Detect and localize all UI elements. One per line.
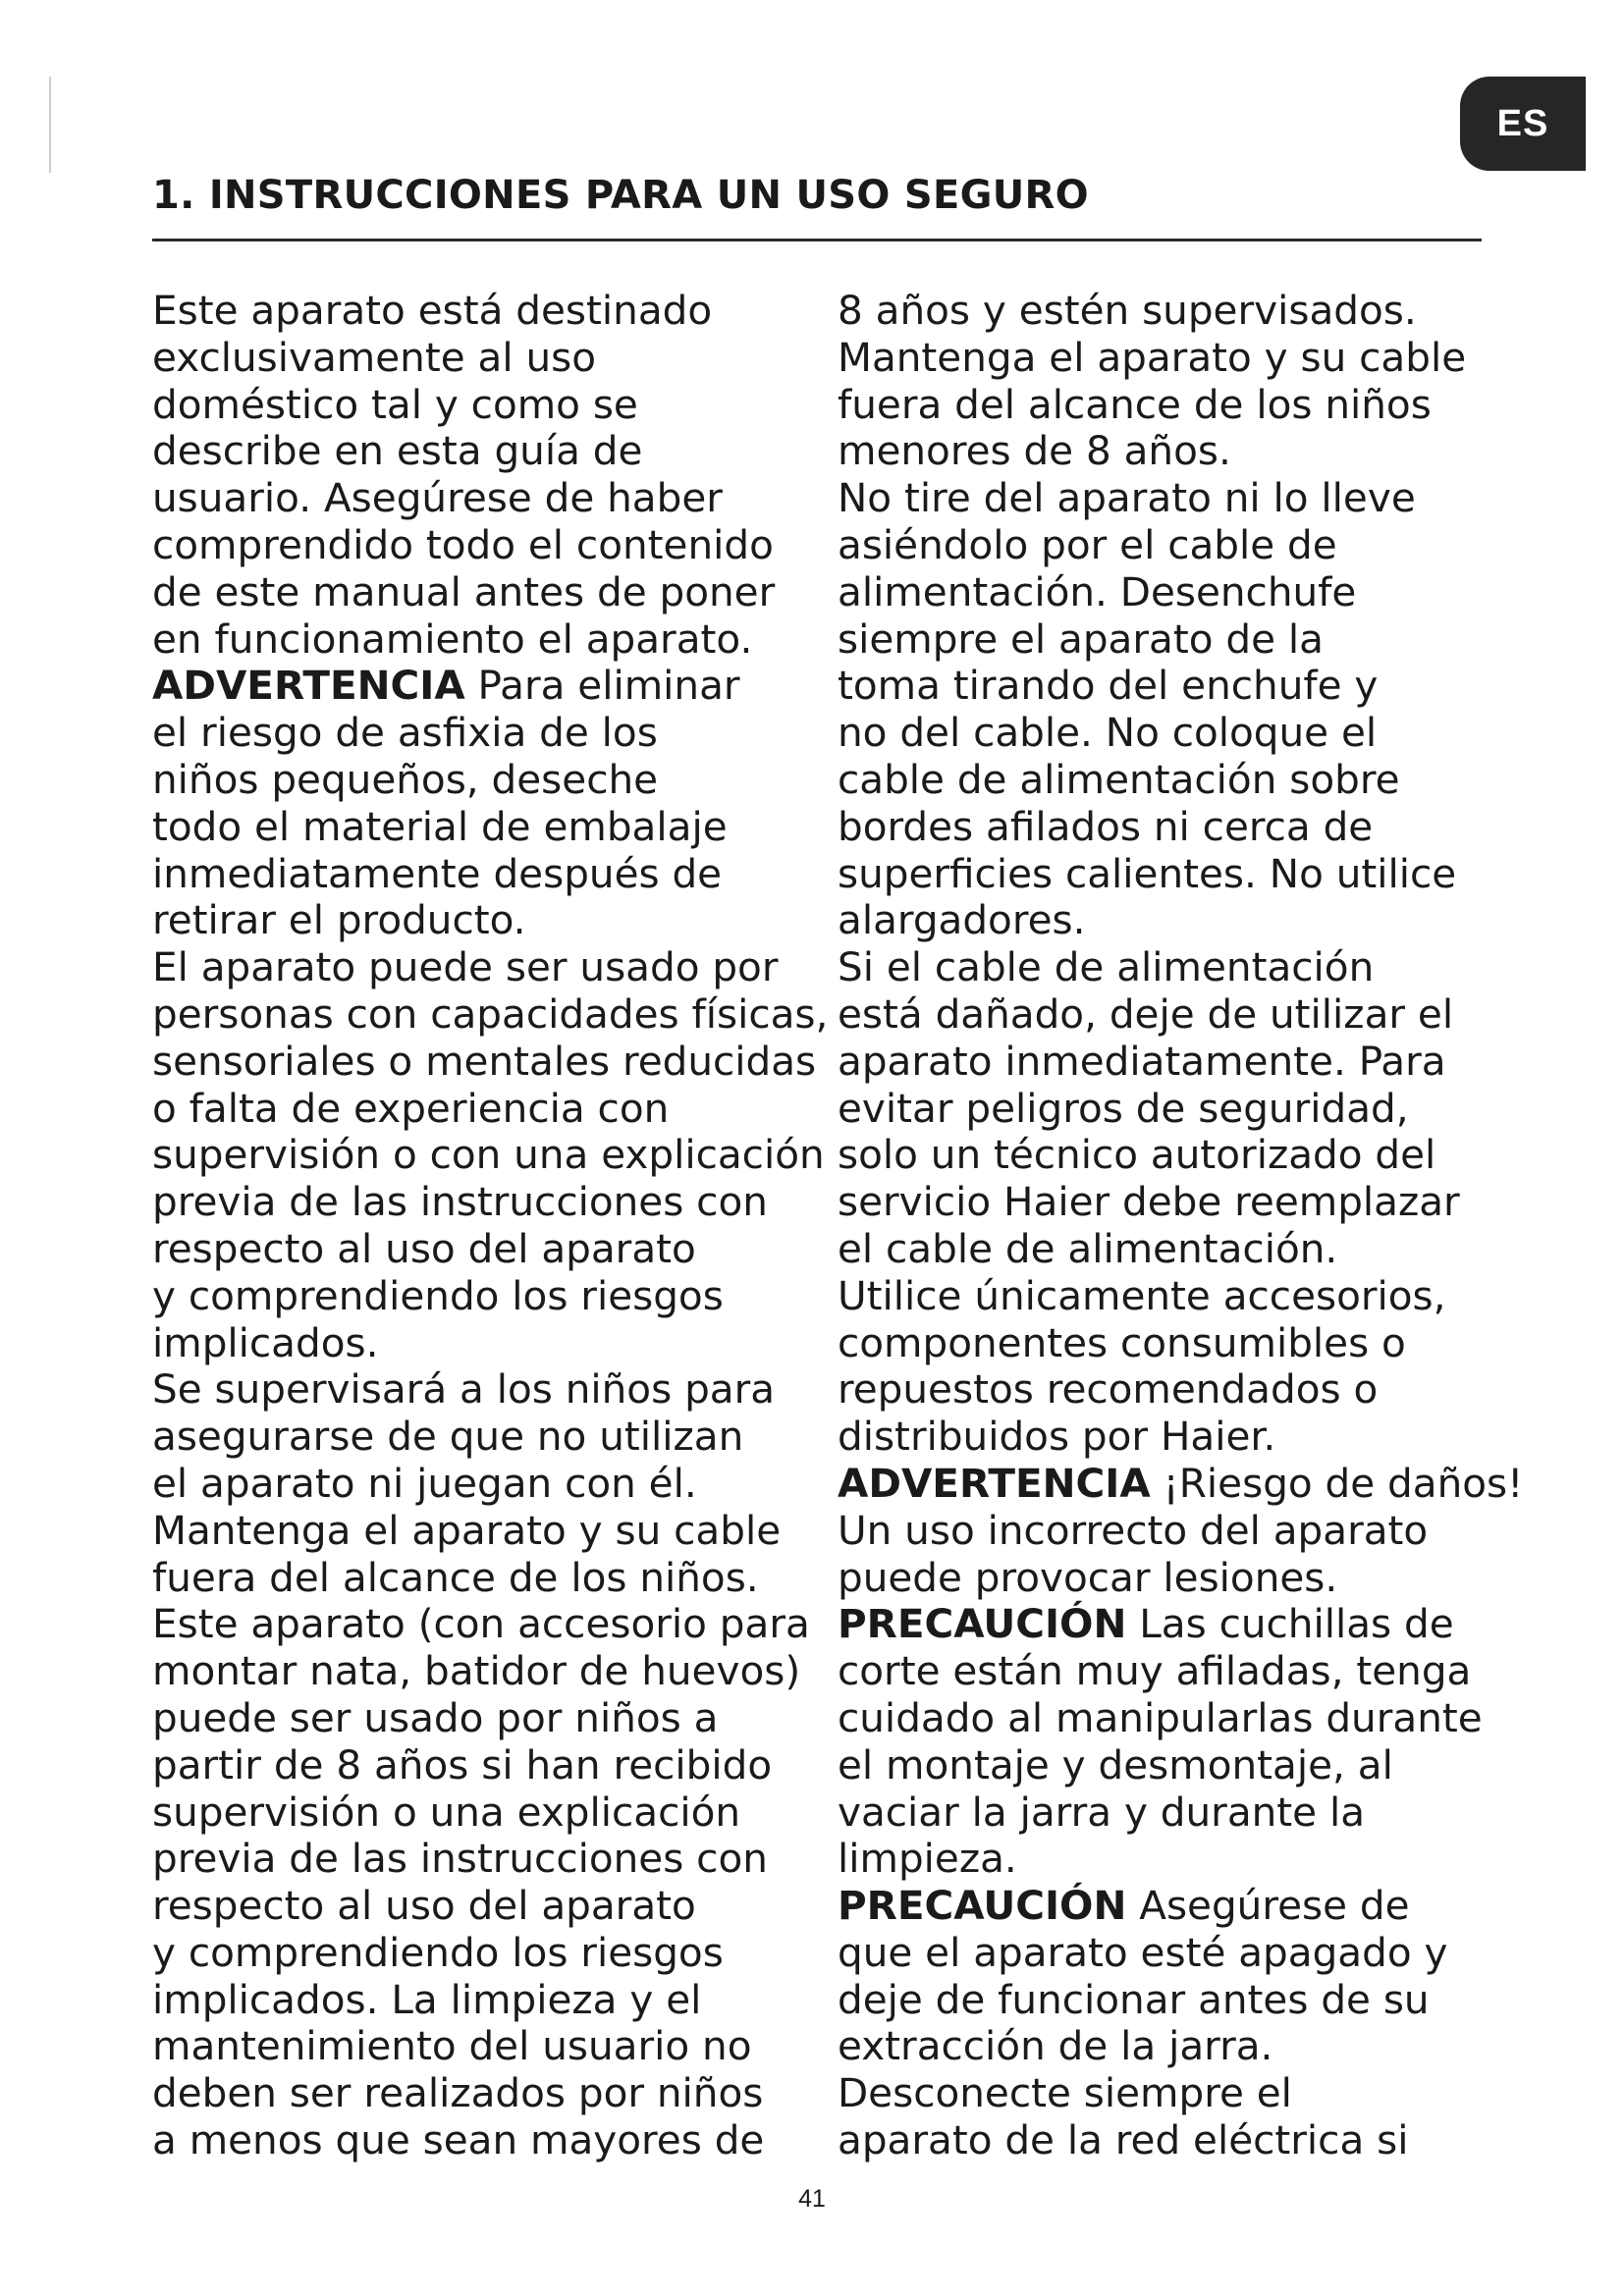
text-line: [838, 1836, 1505, 1883]
text-line: [152, 335, 820, 382]
line-text: montar nata, batidor de huevos): [152, 1647, 801, 1695]
text-line: [838, 522, 1505, 569]
text-line: [152, 1461, 820, 1508]
page-number: 41: [798, 2185, 826, 2213]
right-text-column: [838, 287, 1524, 2164]
line-text: usuario. Asegúrese de haber: [152, 474, 723, 522]
line-text: está dañado, deje de utilizar el: [838, 989, 1454, 1038]
text-line: [152, 428, 820, 475]
line-text: cuidado al manipularlas durante: [838, 1693, 1483, 1741]
line-text: siempre el aparato de la: [838, 614, 1324, 663]
line-text: sensoriales o mentales reducidas: [152, 1037, 817, 1085]
text-line: [838, 2070, 1505, 2117]
line-text: corte están muy afiladas, tenga: [838, 1647, 1472, 1695]
line-text: El aparato puede ser usado por: [152, 943, 779, 991]
line-text: supervisión o una explicación: [152, 1788, 741, 1836]
text-line: [152, 897, 820, 944]
line-text: puede ser usado por niños a: [152, 1693, 719, 1741]
line-text: 8 años y estén supervisados.: [838, 287, 1417, 334]
text-line: [838, 428, 1505, 475]
line-text: alargadores.: [838, 896, 1086, 944]
text-line: [838, 382, 1505, 429]
left-text-column: [152, 287, 829, 2164]
text-line: [838, 1039, 1505, 1086]
line-text: repuestos recomendados o: [838, 1365, 1379, 1414]
text-line: [838, 757, 1505, 804]
text-line: [152, 569, 820, 616]
line-text: de este manual antes de poner: [152, 567, 776, 615]
line-text: el montaje y desmontaje, al: [838, 1740, 1393, 1789]
text-line: [838, 569, 1505, 616]
line-text: exclusivamente al uso: [152, 333, 596, 381]
line-text: toma tirando del enchufe y: [838, 662, 1379, 710]
text-line: [152, 1883, 820, 1930]
warning-label: ADVERTENCIA: [838, 1459, 1151, 1507]
line-text: no del cable. No coloque el: [838, 709, 1378, 757]
text-line: [838, 944, 1505, 991]
line-text: y comprendiendo los riesgos: [152, 1271, 724, 1319]
line-text: aparato de la red eléctrica si: [838, 2116, 1409, 2164]
line-text: evitar peligros de seguridad,: [838, 1084, 1409, 1132]
text-line: [152, 288, 820, 335]
text-line: [838, 1883, 1505, 1930]
text-line: [838, 288, 1505, 335]
text-line: [838, 2023, 1505, 2070]
text-line: [152, 1508, 820, 1555]
text-line: [838, 1555, 1505, 1602]
text-line: [152, 1601, 820, 1648]
line-text: Si el cable de alimentación: [838, 943, 1375, 991]
text-line: [152, 1414, 820, 1461]
warning-label: PRECAUCIÓN: [838, 1600, 1127, 1648]
line-text: previa de las instrucciones con: [152, 1835, 768, 1883]
text-line: [152, 1273, 820, 1320]
text-line: [838, 710, 1505, 757]
line-text: puede provocar lesiones.: [838, 1553, 1338, 1601]
line-text: retirar el producto.: [152, 896, 526, 944]
text-line: [152, 2117, 820, 2164]
line-text: implicados.: [152, 1318, 379, 1366]
line-text: deben ser realizados por niños: [152, 2069, 764, 2117]
text-line: [152, 663, 820, 710]
line-text: inmediatamente después de: [152, 849, 723, 897]
text-line: [838, 1459, 1524, 1508]
page-margin-mark: [49, 77, 51, 173]
line-text: el aparato ni juegan con él.: [152, 1459, 697, 1507]
language-tab: [1460, 77, 1586, 171]
text-line: [838, 335, 1505, 382]
text-line: [152, 804, 820, 851]
text-line: [838, 1132, 1505, 1179]
line-text: comprendido todo el contenido: [152, 520, 774, 568]
text-line: [838, 475, 1505, 522]
line-text: implicados. La limpieza y el: [152, 1975, 702, 2023]
text-line: [838, 1414, 1505, 1461]
text-line: [838, 1977, 1505, 2024]
text-line: [152, 1789, 820, 1837]
text-line: [152, 1320, 820, 1367]
line-text: Se supervisará a los niños para: [152, 1365, 776, 1414]
text-line: [152, 522, 820, 569]
line-text: a menos que sean mayores de: [152, 2116, 765, 2164]
line-text: Asegúrese de: [1126, 1882, 1410, 1930]
line-text: asiéndolo por el cable de: [838, 520, 1337, 568]
text-line: [152, 1039, 820, 1086]
text-line: [152, 944, 820, 991]
text-line: [838, 1179, 1505, 1226]
line-text: fuera del alcance de los niños: [838, 380, 1432, 428]
text-line: [838, 1508, 1505, 1555]
text-line: [152, 1131, 825, 1179]
line-text: el riesgo de asfixia de los: [152, 709, 658, 757]
text-line: [152, 2023, 820, 2070]
line-text: bordes afilados ni cerca de: [838, 802, 1374, 850]
line-text: solo un técnico autorizado del: [838, 1131, 1436, 1179]
text-line: [838, 663, 1505, 710]
line-text: que el aparato esté apagado y: [838, 1928, 1448, 1976]
line-text: menores de 8 años.: [838, 427, 1231, 475]
text-line: [152, 1836, 820, 1883]
line-text: personas con capacidades físicas,: [152, 989, 829, 1038]
text-line: [152, 757, 820, 804]
line-text: partir de 8 años si han recibido: [152, 1740, 773, 1789]
text-line: [838, 2117, 1505, 2164]
text-line: [838, 991, 1505, 1039]
line-text: respecto al uso del aparato: [152, 1224, 696, 1272]
text-line: [152, 1977, 820, 2024]
text-line: [838, 897, 1505, 944]
title-divider: [152, 239, 1482, 241]
line-text: describe en esta guía de: [152, 427, 643, 475]
text-line: [838, 1226, 1505, 1273]
text-line: [838, 616, 1505, 664]
text-line: [838, 1789, 1505, 1837]
text-line: [838, 1086, 1505, 1133]
line-text: todo el material de embalaje: [152, 802, 728, 850]
warning-label: ADVERTENCIA: [152, 662, 465, 710]
text-line: [838, 851, 1505, 898]
text-line: [152, 1226, 820, 1273]
text-line: [152, 2070, 820, 2117]
line-text: el cable de alimentación.: [838, 1224, 1338, 1272]
line-text: componentes consumibles o: [838, 1318, 1406, 1366]
line-text: ¡Riesgo de daños!: [1150, 1459, 1524, 1507]
line-text: respecto al uso del aparato: [152, 1882, 696, 1930]
text-line: [838, 1930, 1505, 1977]
text-line: [152, 851, 820, 898]
text-line: [152, 616, 820, 664]
text-line: [152, 1366, 820, 1414]
text-line: [838, 1695, 1505, 1742]
line-text: Desconecte siempre el: [838, 2069, 1292, 2117]
line-text: vaciar la jarra y durante la: [838, 1788, 1366, 1836]
line-text: Este aparato (con accesorio para: [152, 1600, 810, 1648]
text-line: [838, 1742, 1505, 1789]
line-text: Utilice únicamente accesorios,: [838, 1271, 1446, 1319]
text-line: [152, 1179, 820, 1226]
line-text: extracción de la jarra.: [838, 2022, 1273, 2070]
text-line: [838, 1273, 1505, 1320]
line-text: alimentación. Desenchufe: [838, 567, 1357, 615]
text-line: [838, 804, 1505, 851]
text-line: [838, 1320, 1505, 1367]
line-text: asegurarse de que no utilizan: [152, 1413, 744, 1461]
line-text: distribuidos por Haier.: [838, 1413, 1276, 1461]
text-line: [152, 1742, 820, 1789]
line-text: fuera del alcance de los niños.: [152, 1553, 759, 1601]
section-title: 1. INSTRUCCIONES PARA UN USO SEGURO: [152, 173, 1089, 218]
text-line: [152, 710, 820, 757]
line-text: previa de las instrucciones con: [152, 1178, 768, 1226]
line-text: superficies calientes. No utilice: [838, 849, 1457, 897]
line-text: Un uso incorrecto del aparato: [838, 1506, 1429, 1554]
line-text: mantenimiento del usuario no: [152, 2022, 752, 2070]
line-text: Mantenga el aparato y su cable: [838, 333, 1467, 381]
text-line: [152, 989, 829, 1039]
text-line: [152, 475, 820, 522]
text-line: [838, 1366, 1505, 1414]
line-text: Para eliminar: [464, 662, 740, 710]
line-text: o falta de experiencia con: [152, 1084, 670, 1132]
line-text: limpieza.: [838, 1835, 1017, 1883]
line-text: supervisión o con una explicación: [152, 1131, 825, 1179]
line-text: No tire del aparato ni lo lleve: [838, 474, 1416, 522]
line-text: doméstico tal y como se: [152, 380, 638, 428]
text-line: [152, 1695, 820, 1742]
text-line: [152, 1555, 820, 1602]
text-line: [838, 1601, 1505, 1648]
line-text: en funcionamiento el aparato.: [152, 614, 753, 663]
text-line: [152, 1086, 820, 1133]
text-line: [838, 1648, 1505, 1695]
language-tab-label: ES: [1496, 102, 1549, 144]
line-text: deje de funcionar antes de su: [838, 1975, 1430, 2023]
line-text: Las cuchillas de: [1126, 1600, 1454, 1648]
text-line: [152, 1930, 820, 1977]
line-text: niños pequeños, deseche: [152, 755, 659, 803]
line-text: aparato inmediatamente. Para: [838, 1037, 1446, 1085]
line-text: Mantenga el aparato y su cable: [152, 1506, 782, 1554]
text-line: [152, 1648, 820, 1695]
text-line: [152, 382, 820, 429]
line-text: Este aparato está destinado: [152, 287, 713, 334]
line-text: cable de alimentación sobre: [838, 755, 1400, 803]
warning-label: PRECAUCIÓN: [838, 1882, 1127, 1930]
line-text: servicio Haier debe reemplazar: [838, 1178, 1460, 1226]
line-text: y comprendiendo los riesgos: [152, 1928, 724, 1976]
